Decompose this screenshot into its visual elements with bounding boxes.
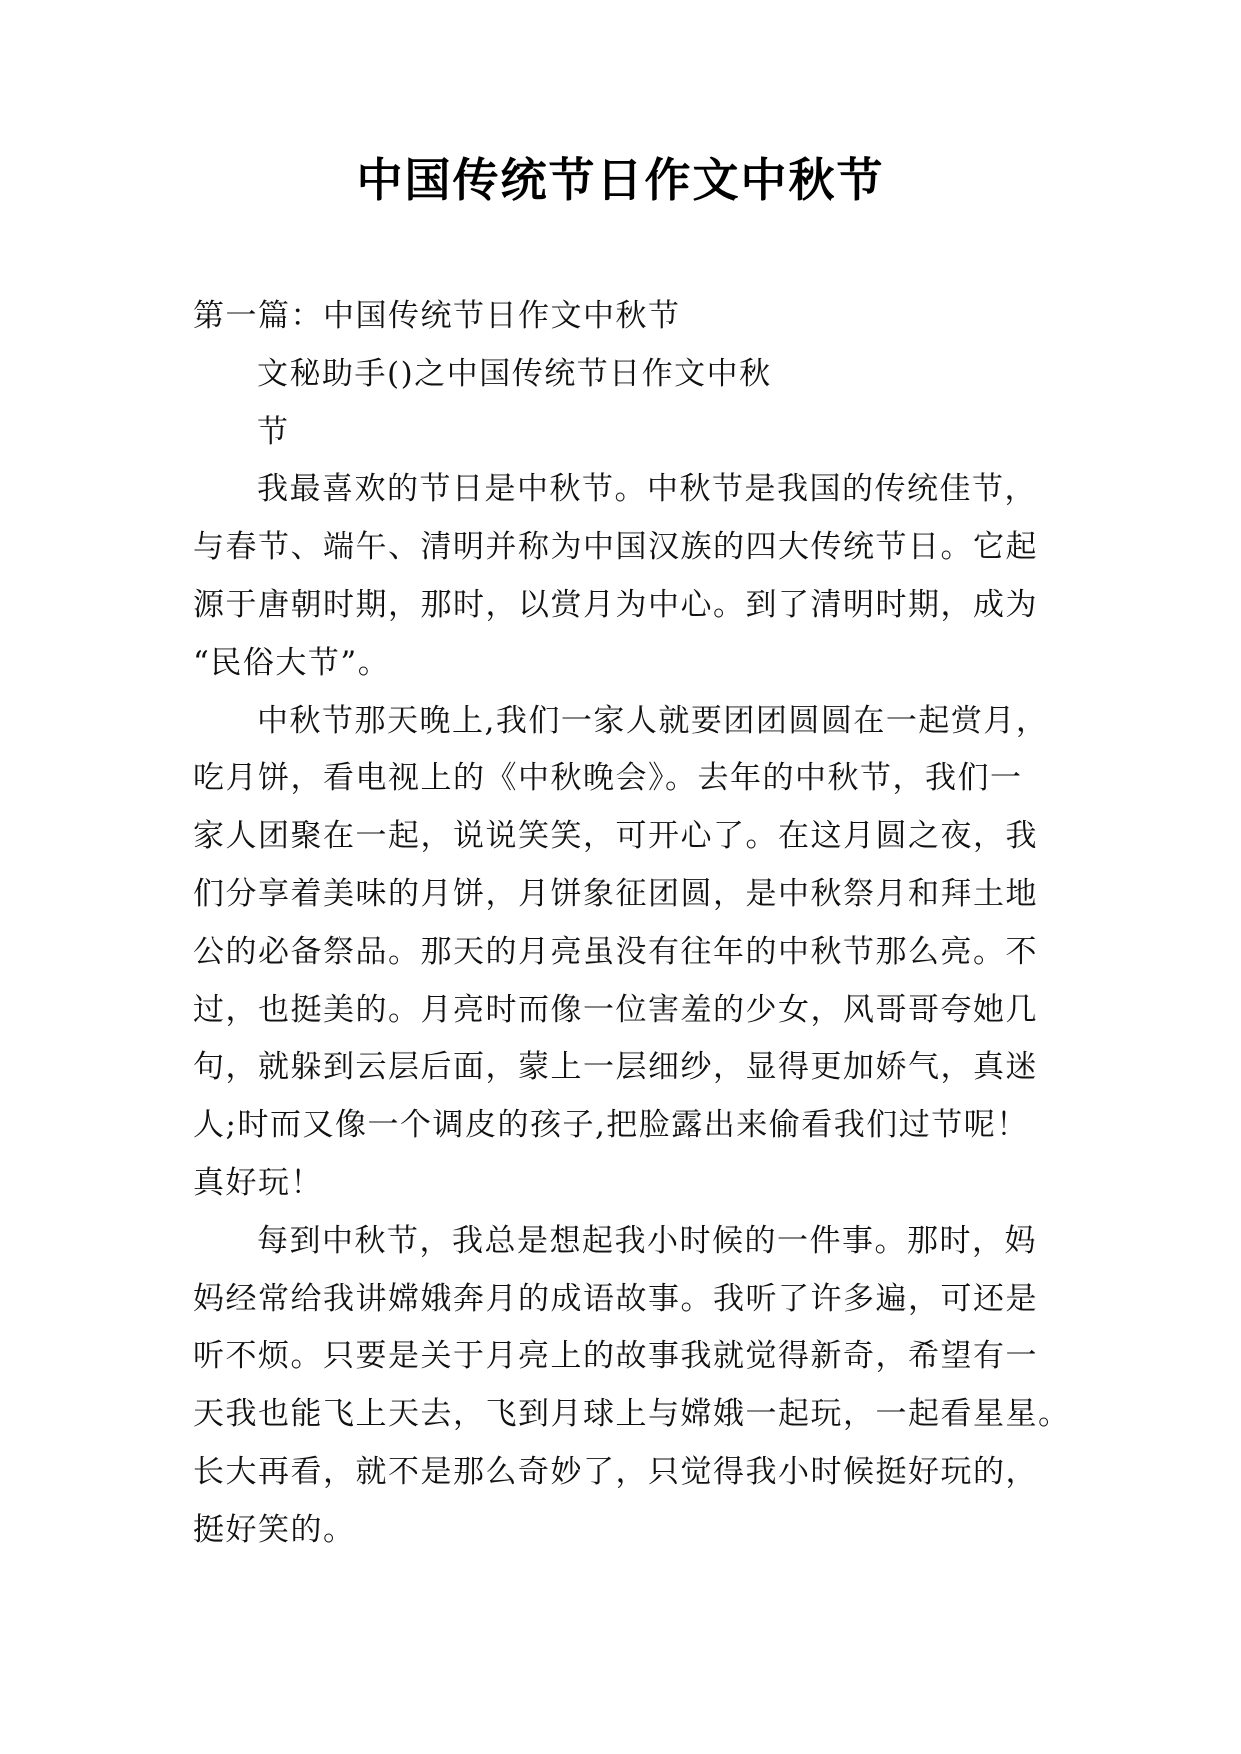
section-heading: 第一篇：中国传统节日作文中秋节 xyxy=(193,298,681,334)
paragraph-line: 妈经常给我讲嫦娥奔月的成语故事。我听了许多遍，可还是 xyxy=(193,1280,1038,1317)
paragraph-line: 每到中秋节，我总是想起我小时候的一件事。那时，妈 xyxy=(257,1222,1037,1259)
paragraph-line: “民俗大节”。 xyxy=(193,644,391,681)
paragraph-line: 真好玩！ xyxy=(193,1164,323,1201)
paragraph-line: 过，也挺美的。月亮时而像一位害羞的少女，风哥哥夸她几 xyxy=(193,991,1038,1028)
paragraph-line: 我最喜欢的节日是中秋节。中秋节是我国的传统佳节， xyxy=(257,471,1037,508)
document-title: 中国传统节日作文中秋节 xyxy=(356,153,885,207)
paragraph-line: 人;时而又像一个调皮的孩子,把脸露出来偷看我们过节呢！ xyxy=(193,1107,1029,1144)
paragraph-line: 源于唐朝时期，那时，以赏月为中心。到了清明时期，成为 xyxy=(193,586,1038,623)
paragraph-line: 与春节、端午、清明并称为中国汉族的四大传统节日。它起 xyxy=(193,529,1038,566)
paragraph-line: 挺好笑的。 xyxy=(193,1511,356,1548)
paragraph-line: 天我也能飞上天去，飞到月球上与嫦娥一起玩，一起看星星。 xyxy=(193,1396,1071,1433)
paragraph-line: 们分享着美味的月饼，月饼象征团圆，是中秋祭月和拜土地 xyxy=(193,875,1038,912)
paragraph-line: 中秋节那天晚上,我们一家人就要团团圆圆在一起赏月， xyxy=(257,702,1049,739)
paragraph-line: 吃月饼，看电视上的《中秋晚会》。去年的中秋节，我们一 xyxy=(193,760,1023,797)
paragraph-line: 句，就躲到云层后面，蒙上一层细纱，显得更加娇气，真迷 xyxy=(193,1049,1038,1086)
paragraph-line: 公的必备祭品。那天的月亮虽没有往年的中秋节那么亮。不 xyxy=(193,933,1038,970)
paragraph-line: 家人团聚在一起，说说笑笑，可开心了。在这月圆之夜，我 xyxy=(193,818,1038,855)
subtitle-line: 节 xyxy=(257,413,290,450)
subtitle-line: 文秘助手()之中国传统节日作文中秋 xyxy=(257,355,772,392)
paragraph-line: 长大再看，就不是那么奇妙了，只觉得我小时候挺好玩的， xyxy=(193,1453,1038,1490)
document-body xyxy=(193,288,1071,1560)
paragraph-line: 听不烦。只要是关于月亮上的故事我就觉得新奇，希望有一 xyxy=(193,1338,1038,1375)
